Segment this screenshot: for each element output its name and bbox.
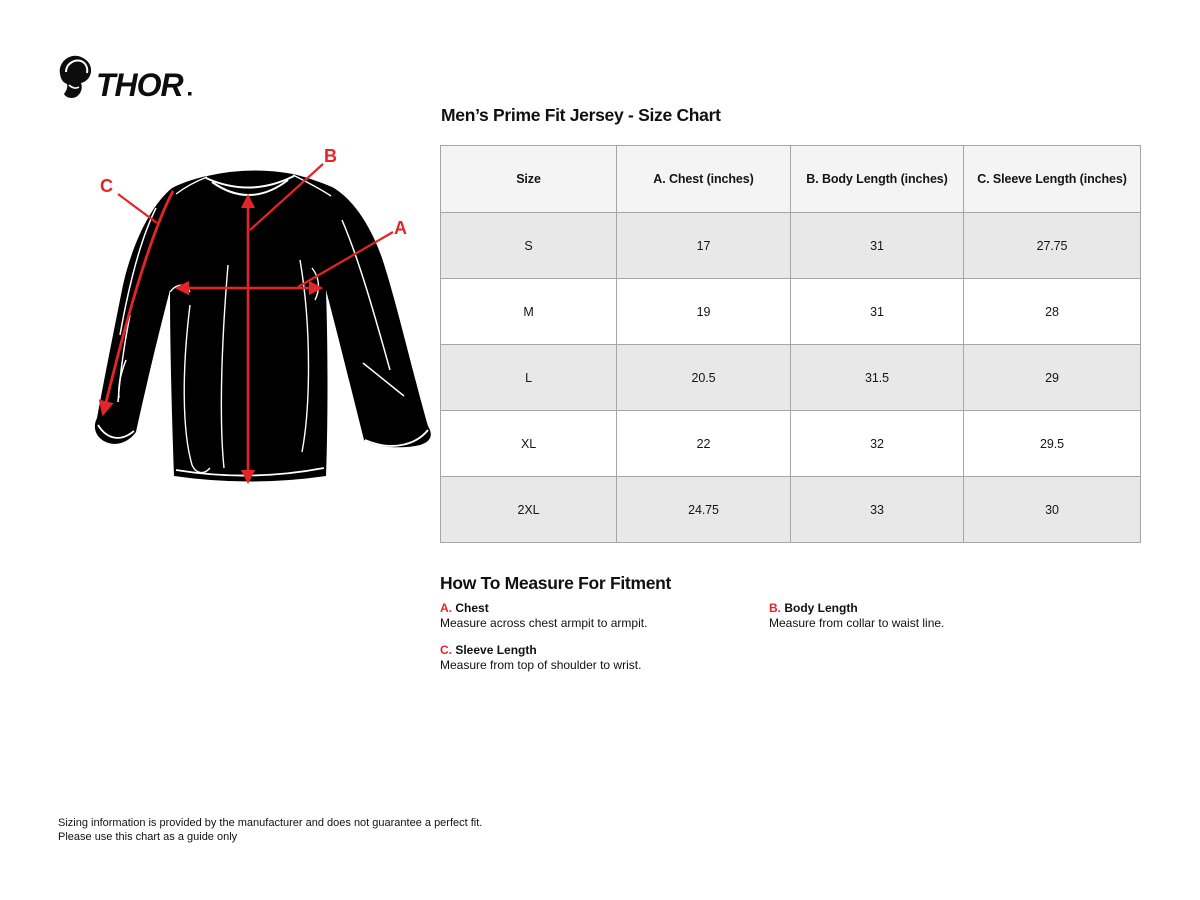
measure-name-chest: Chest — [455, 601, 489, 615]
column-header-body-length: B. Body Length (inches) — [791, 146, 964, 213]
value-cell: 27.75 — [964, 213, 1141, 279]
thor-wordmark — [96, 67, 192, 103]
measure-letter-c: C. — [440, 643, 452, 657]
size-cell: S — [441, 213, 617, 279]
measure-description-chest: Measure across chest armpit to armpit. — [440, 616, 648, 630]
thor-logo — [54, 52, 224, 104]
diagram-label-c: C — [100, 176, 113, 196]
size-cell: 2XL — [441, 477, 617, 543]
diagram-label-b: B — [324, 146, 337, 166]
pointer-line-c — [118, 194, 157, 223]
value-cell: 30 — [964, 477, 1141, 543]
ram-head-icon — [60, 56, 91, 98]
value-cell: 29 — [964, 345, 1141, 411]
disclaimer-line-2: Please use this chart as a guide only — [58, 831, 238, 843]
measure-item-sleeve-length — [440, 643, 641, 673]
measure-item-chest — [440, 601, 647, 631]
value-cell: 19 — [617, 279, 791, 345]
size-cell: M — [441, 279, 617, 345]
jersey-diagram — [60, 130, 440, 510]
measure-description-sleeve-length: Measure from top of shoulder to wrist. — [440, 658, 642, 672]
table-row — [441, 279, 1141, 345]
value-cell: 20.5 — [617, 345, 791, 411]
how-to-measure-heading: How To Measure For Fitment — [440, 573, 672, 593]
size-table-body — [441, 213, 1141, 543]
column-header-size: Size — [441, 146, 617, 213]
table-row — [441, 477, 1141, 543]
diagram-label-a: A — [394, 218, 407, 238]
measure-name-body-length: Body Length — [784, 601, 858, 615]
column-header-chest: A. Chest (inches) — [617, 146, 791, 213]
value-cell: 31 — [791, 213, 964, 279]
value-cell: 31.5 — [791, 345, 964, 411]
disclaimer — [58, 816, 482, 844]
value-cell: 31 — [791, 279, 964, 345]
measure-name-sleeve-length: Sleeve Length — [455, 643, 537, 657]
trademark-dot — [188, 92, 192, 96]
table-row — [441, 411, 1141, 477]
disclaimer-line-1: Sizing information is provided by the manufacturer and does not guarantee a perfect fit. — [58, 817, 483, 829]
value-cell: 29.5 — [964, 411, 1141, 477]
page-title: Men’s Prime Fit Jersey - Size Chart — [441, 105, 721, 125]
table-header-row — [441, 146, 1141, 213]
value-cell: 32 — [791, 411, 964, 477]
value-cell: 28 — [964, 279, 1141, 345]
measure-description-body-length: Measure from collar to waist line. — [769, 616, 945, 630]
size-cell: L — [441, 345, 617, 411]
size-chart-table — [440, 145, 1141, 543]
size-cell: XL — [441, 411, 617, 477]
table-row — [441, 213, 1141, 279]
measure-letter-b: B. — [769, 601, 781, 615]
value-cell: 22 — [617, 411, 791, 477]
measure-letter-a: A. — [440, 601, 452, 615]
thor-wordmark-text: THOR — [96, 67, 183, 103]
value-cell: 24.75 — [617, 477, 791, 543]
value-cell: 17 — [617, 213, 791, 279]
measure-item-body-length — [769, 601, 944, 631]
table-row — [441, 345, 1141, 411]
column-header-sleeve-length: C. Sleeve Length (inches) — [964, 146, 1141, 213]
value-cell: 33 — [791, 477, 964, 543]
